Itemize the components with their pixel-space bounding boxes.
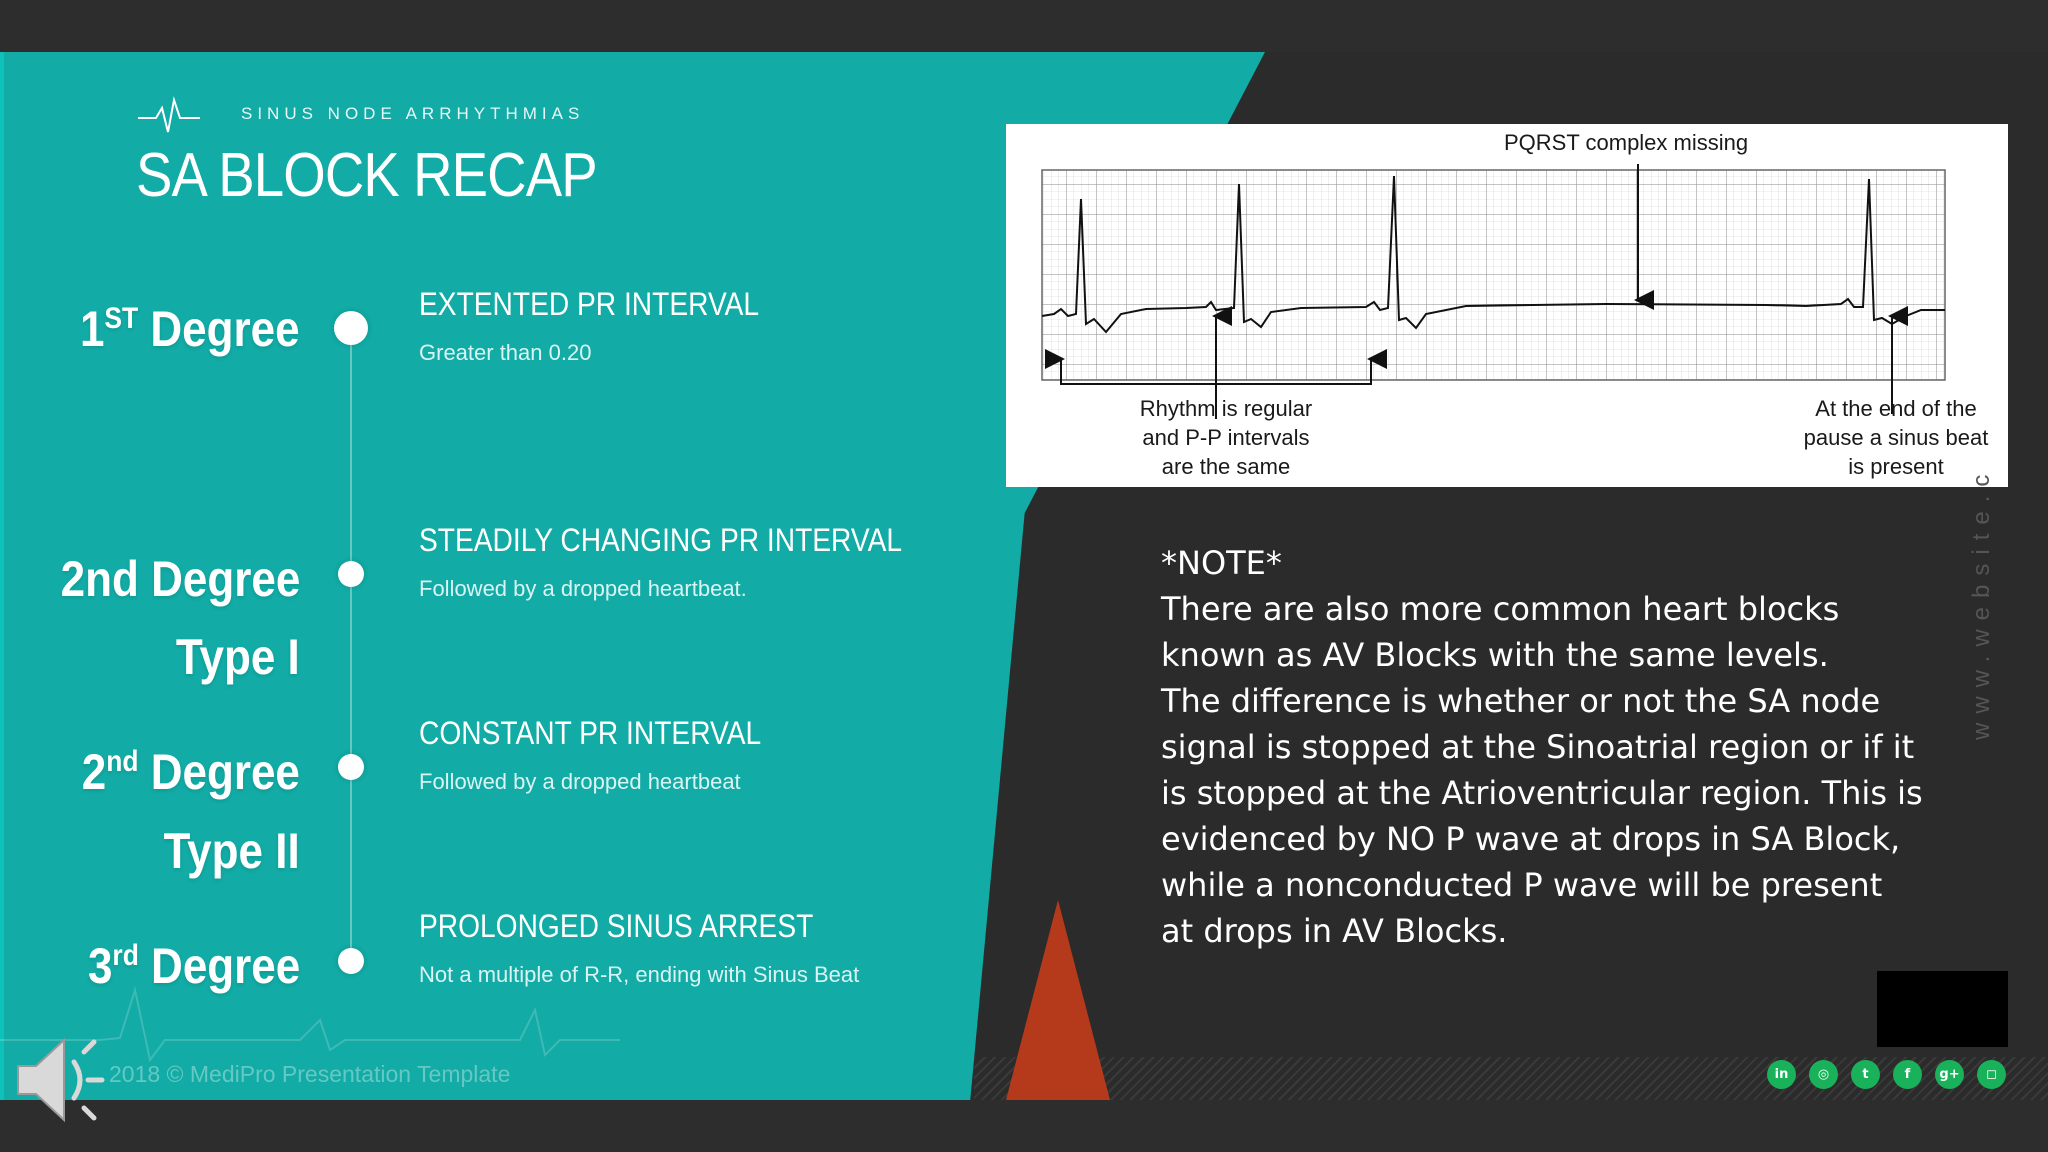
linkedin-icon[interactable]: in [1767, 1060, 1796, 1089]
note-line: at drops in AV Blocks. [1161, 912, 1508, 950]
item-title-4: PROLONGED SINUS ARREST [419, 908, 814, 944]
note-line: is stopped at the Atrioventricular region. This is [1161, 774, 1923, 812]
twitter-icon[interactable]: t [1851, 1060, 1880, 1089]
footer-copyright: 2018 © MediPro Presentation Template [109, 1061, 511, 1087]
note-line: evidenced by NO P wave at drops in SA Block, [1161, 820, 1901, 858]
ecg-figure [1006, 124, 2008, 487]
timeline-dot-4 [338, 948, 364, 974]
timeline-dot-1 [334, 311, 368, 345]
note-line: known as AV Blocks with the same levels. [1161, 636, 1829, 674]
degree-label-1: 1ST Degree [80, 301, 300, 357]
ecg-top-label: PQRST complex missing [1504, 130, 1749, 155]
timeline-dot-2 [338, 561, 364, 587]
timeline-dot-3 [338, 754, 364, 780]
item-subtitle-2: Followed by a dropped heartbeat. [419, 576, 747, 601]
panel-edge [0, 52, 4, 1100]
degree-label-4: 3rd Degree [87, 938, 300, 994]
note-block [1161, 540, 1941, 954]
item-subtitle-1: Greater than 0.20 [419, 340, 592, 365]
ecg-right-label: At the end of the pause a sinus beat is present [1803, 396, 1989, 479]
degree-label-3-line2: Type II [163, 823, 300, 879]
page-title: SA BLOCK RECAP [136, 141, 597, 210]
note-heading: *NOTE* [1161, 544, 1282, 582]
note-line: The difference is whether or not the SA node [1161, 682, 1881, 720]
degree-label-2-line2: Type I [176, 629, 300, 685]
heartbeat-logo-icon [138, 96, 200, 136]
timeline-line [350, 328, 352, 960]
ecg-left-label: Rhythm is regular and P-P intervals are the same [1139, 396, 1313, 479]
facebook-icon[interactable]: f [1893, 1060, 1922, 1089]
dribbble-icon[interactable]: ◎ [1809, 1060, 1838, 1089]
note-line: while a nonconducted P wave will be present [1161, 866, 1883, 904]
item-subtitle-3: Followed by a dropped heartbeat [419, 769, 741, 794]
item-title-3: CONSTANT PR INTERVAL [419, 715, 762, 751]
section-label: SINUS NODE ARRHYTHMIAS [241, 104, 585, 123]
item-title-2: STEADILY CHANGING PR INTERVAL [419, 522, 903, 558]
item-subtitle-4: Not a multiple of R-R, ending with Sinus Beat [419, 962, 860, 987]
degree-label-2: 2nd Degree [60, 551, 300, 607]
social-icons [1767, 1060, 2006, 1089]
degree-label-3: 2nd Degree [81, 744, 300, 800]
google-plus-icon[interactable]: g+ [1935, 1060, 1964, 1089]
note-line: There are also more common heart blocks [1161, 590, 1840, 628]
note-line: signal is stopped at the Sinoatrial region or if it [1161, 728, 1915, 766]
instagram-icon[interactable]: ◻ [1977, 1060, 2006, 1089]
item-title-1: EXTENTED PR INTERVAL [419, 286, 760, 322]
website-url: www.website.c [1968, 465, 1995, 740]
video-overlay-box [1877, 971, 2008, 1047]
speaker-audio-icon[interactable] [14, 1030, 114, 1130]
